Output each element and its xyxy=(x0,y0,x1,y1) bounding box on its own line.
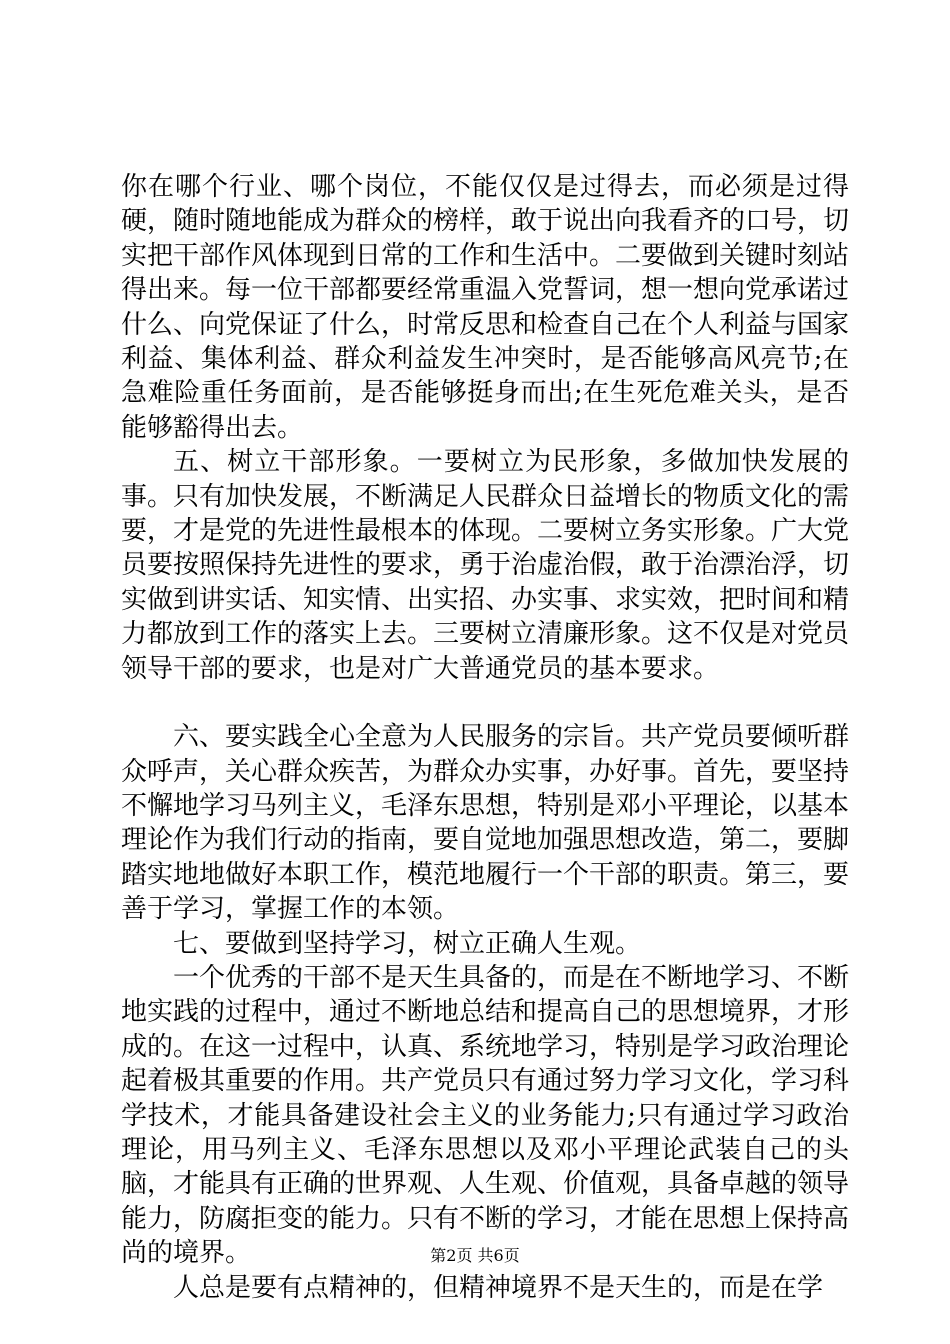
paragraph-section-five: 五、树立干部形象。一要树立为民形象，多做加快发展的事。只有加快发展，不断满足人民群众日益增长的物质文化的需要，才是党的先进性最根本的体现。二要树立务实形象。广大党员要按照保持先进性的要求，勇于治虚治假，敢于治漂治浮，切实做到讲实话、知实情、出实招、办实事、求实效，把时间和精力都放到工作的落实上去。三要树立清廉形象。这不仅是对党员领导干部的要求，也是对广大普通党员的基本要求。 xyxy=(121,447,850,684)
paragraph-section-seven-heading: 七、要做到坚持学习，树立正确人生观。 xyxy=(173,928,642,959)
paragraph-continuation: 你在哪个行业、哪个岗位，不能仅仅是过得去，而必须是过得硬，随时随地能成为群众的榜样，敢于说出向我看齐的口号，切实把干部作风体现到日常的工作和生活中。二要做到关键时刻站得出来。每一位干部都要经常重温入党誓词，想一想向党承诺过什么、向党保证了什么，时常反思和检查自己在个人利益与国家利益、集体利益、群众利益发生冲突时，是否能够高风亮节;在急难险重任务面前，是否能够挺身而出;在生死危难关头，是否能够豁得出去。 xyxy=(121,172,850,443)
paragraph-spirit: 人总是要有点精神的，但精神境界不是天生的，而是在学 xyxy=(173,1272,824,1303)
paragraph-learning: 一个优秀的干部不是天生具备的，而是在不断地学习、不断地实践的过程中，通过不断地总结和提高自己的思想境界，才形成的。在这一过程中，认真、系统地学习，特别是学习政治理论起着极其重要的作用。共产党员只有通过努力学习文化，学习科学技术，才能具备建设社会主义的业务能力;只有通过学习政治理论，用马列主义、毛泽东思想以及邓小平理论武装自己的头脑，才能具有正确的世界观、人生观、价值观，具备卓越的领导能力，防腐拒变的能力。只有不断的学习，才能在思想上保持高尚的境界。 xyxy=(121,962,850,1269)
document-body xyxy=(121,170,849,1305)
paragraph-section-six: 六、要实践全心全意为人民服务的宗旨。共产党员要倾听群众呼声，关心群众疾苦，为群众办实事，办好事。首先，要坚持不懈地学习马列主义，毛泽东思想，特别是邓小平理论，以基本理论作为我们行动的指南，要自觉地加强思想改造，第二，要脚踏实地地做好本职工作，模范地履行一个干部的职责。第三，要善于学习，掌握工作的本领。 xyxy=(121,722,850,925)
page-number-footer: 第2页 共6页 xyxy=(430,1246,520,1265)
